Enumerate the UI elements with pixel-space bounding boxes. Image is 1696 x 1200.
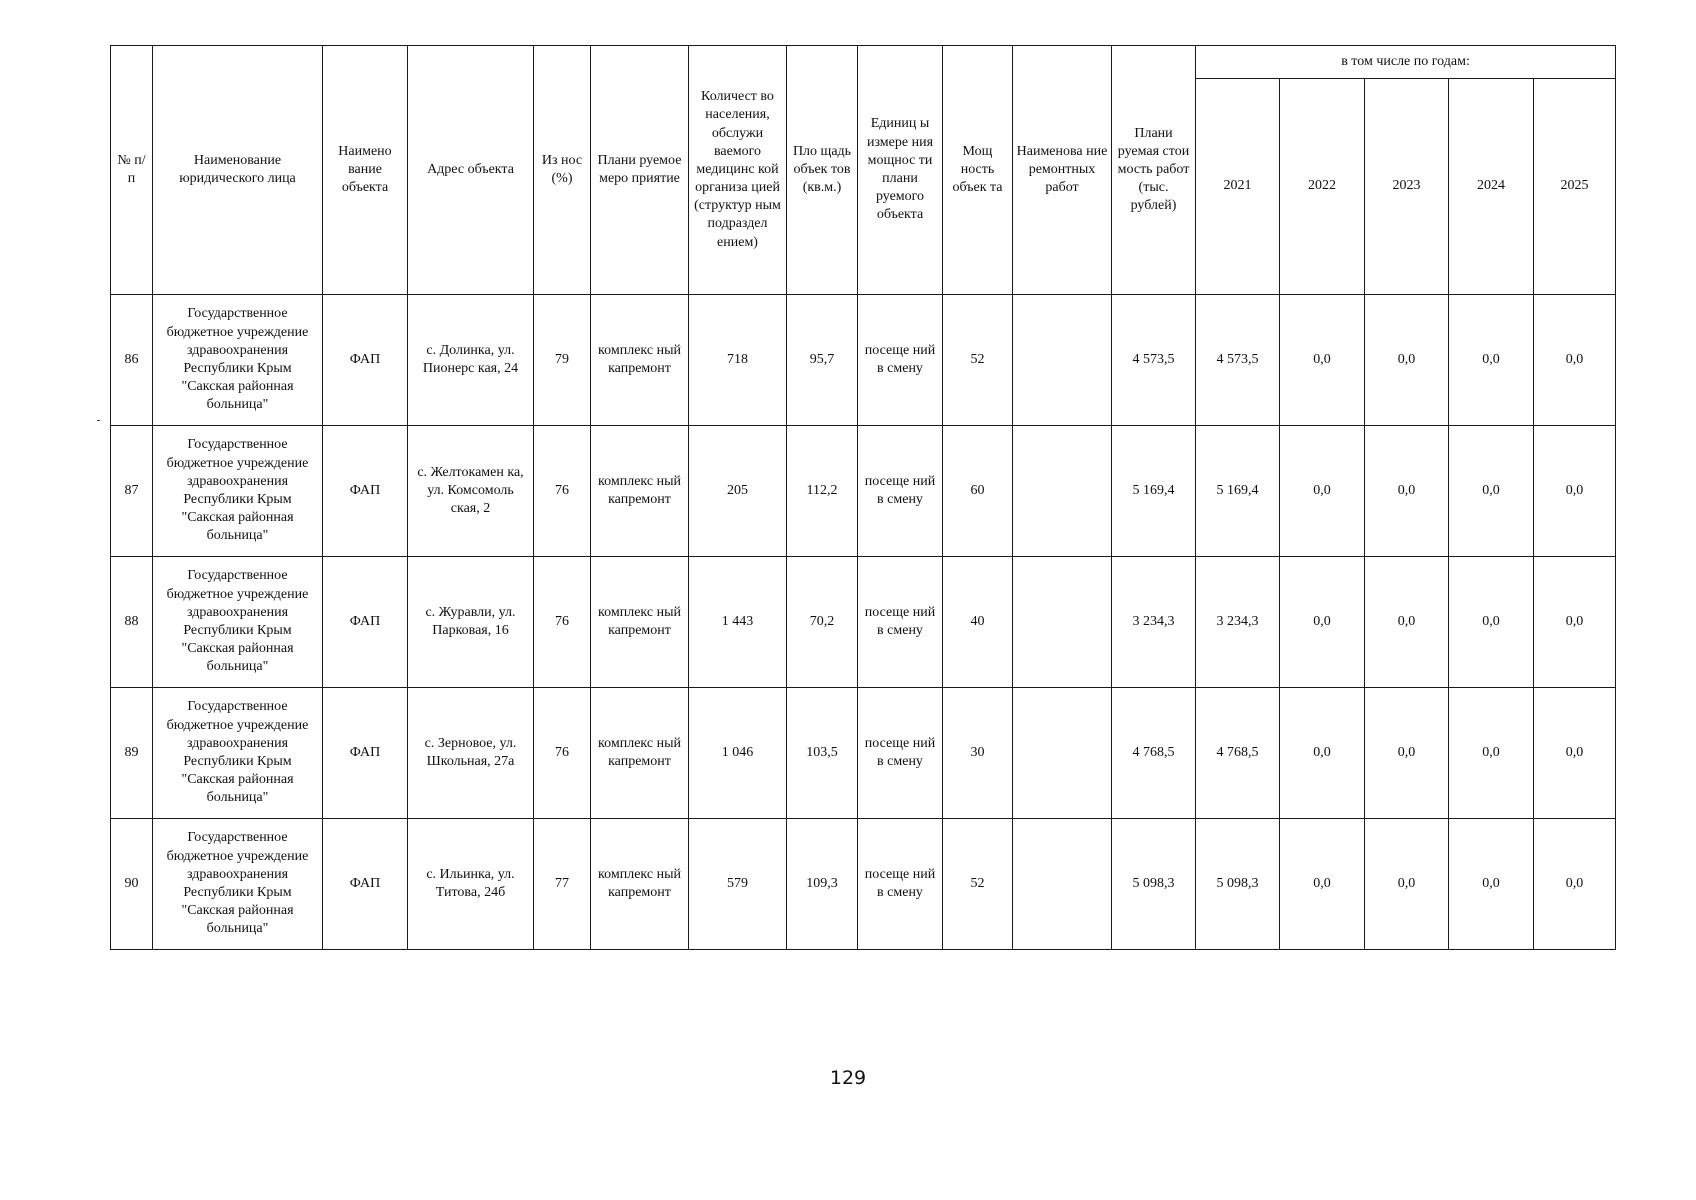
cell-year-2024: 0,0 <box>1449 295 1534 426</box>
cell-population: 1 046 <box>689 688 787 819</box>
header-by-years: в том числе по годам: <box>1196 46 1616 79</box>
cell-capacity: 40 <box>943 557 1013 688</box>
table-header <box>111 46 1616 295</box>
header-units: Единиц ы измере ния мощнос ти плани руемого объекта <box>858 46 943 295</box>
cell-units: посеще ний в смену <box>858 557 943 688</box>
cell-year-2025: 0,0 <box>1534 819 1616 950</box>
cell-legal-name: Государственное бюджетное учреждение здравоохранения Республики Крым "Сакская районная больница" <box>153 819 323 950</box>
cell-repair-name <box>1013 557 1112 688</box>
header-capacity: Мощ ность объек та <box>943 46 1013 295</box>
header-planned-event: Плани руемое меро приятие <box>591 46 689 295</box>
cell-address: с. Желтокамен ка, ул. Комсомоль ская, 2 <box>408 426 534 557</box>
cell-units: посеще ний в смену <box>858 295 943 426</box>
header-year: 2022 <box>1280 79 1365 295</box>
cell-year-2022: 0,0 <box>1280 426 1365 557</box>
cell-population: 1 443 <box>689 557 787 688</box>
cell-year-2022: 0,0 <box>1280 557 1365 688</box>
cell-capacity: 60 <box>943 426 1013 557</box>
cell-legal-name: Государственное бюджетное учреждение здравоохранения Республики Крым "Сакская районная больница" <box>153 557 323 688</box>
cell-cost: 4 768,5 <box>1112 688 1196 819</box>
cell-object-name: ФАП <box>323 426 408 557</box>
cell-repair-name <box>1013 295 1112 426</box>
cell-cost: 4 573,5 <box>1112 295 1196 426</box>
cell-legal-name: Государственное бюджетное учреждение здравоохранения Республики Крым "Сакская районная больница" <box>153 688 323 819</box>
header-year: 2021 <box>1196 79 1280 295</box>
cell-event: комплекс ный капремонт <box>591 688 689 819</box>
cell-wear: 77 <box>534 819 591 950</box>
cell-year-2023: 0,0 <box>1365 688 1449 819</box>
cell-address: с. Ильинка, ул. Титова, 24б <box>408 819 534 950</box>
cell-year-2023: 0,0 <box>1365 557 1449 688</box>
header-address: Адрес объекта <box>408 46 534 295</box>
cell-address: с. Зерновое, ул. Школьная, 27а <box>408 688 534 819</box>
cell-year-2022: 0,0 <box>1280 819 1365 950</box>
cell-cost: 5 098,3 <box>1112 819 1196 950</box>
table-body <box>111 295 1616 950</box>
cell-area: 95,7 <box>787 295 858 426</box>
cell-year-2025: 0,0 <box>1534 557 1616 688</box>
cell-year-2025: 0,0 <box>1534 688 1616 819</box>
cell-num: 86 <box>111 295 153 426</box>
cell-object-name: ФАП <box>323 557 408 688</box>
cell-year-2024: 0,0 <box>1449 426 1534 557</box>
header-year: 2025 <box>1534 79 1616 295</box>
cell-wear: 76 <box>534 688 591 819</box>
cell-cost: 3 234,3 <box>1112 557 1196 688</box>
cell-capacity: 52 <box>943 295 1013 426</box>
cell-year-2023: 0,0 <box>1365 295 1449 426</box>
cell-area: 103,5 <box>787 688 858 819</box>
cell-units: посеще ний в смену <box>858 688 943 819</box>
cell-wear: 76 <box>534 426 591 557</box>
cell-year-2021: 4 768,5 <box>1196 688 1280 819</box>
cell-units: посеще ний в смену <box>858 819 943 950</box>
cell-capacity: 30 <box>943 688 1013 819</box>
cell-object-name: ФАП <box>323 819 408 950</box>
table-row <box>111 688 1616 819</box>
header-year: 2023 <box>1365 79 1449 295</box>
header-area: Пло щадь объек тов (кв.м.) <box>787 46 858 295</box>
cell-population: 579 <box>689 819 787 950</box>
cell-year-2021: 4 573,5 <box>1196 295 1280 426</box>
table-row <box>111 426 1616 557</box>
cell-address: с. Долинка, ул. Пионерс кая, 24 <box>408 295 534 426</box>
cell-event: комплекс ный капремонт <box>591 295 689 426</box>
cell-year-2023: 0,0 <box>1365 819 1449 950</box>
cell-event: комплекс ный капремонт <box>591 426 689 557</box>
cell-year-2025: 0,0 <box>1534 295 1616 426</box>
header-cost: Плани руемая стои мость работ (тыс. рублей) <box>1112 46 1196 295</box>
cell-year-2021: 3 234,3 <box>1196 557 1280 688</box>
cell-repair-name <box>1013 426 1112 557</box>
scan-speck <box>97 420 100 421</box>
table-row <box>111 295 1616 426</box>
cell-legal-name: Государственное бюджетное учреждение здравоохранения Республики Крым "Сакская районная больница" <box>153 295 323 426</box>
cell-num: 87 <box>111 426 153 557</box>
header-year: 2024 <box>1449 79 1534 295</box>
header-object-name: Наимено вание объекта <box>323 46 408 295</box>
table-row <box>111 557 1616 688</box>
cell-num: 90 <box>111 819 153 950</box>
header-wear: Из нос (%) <box>534 46 591 295</box>
header-legal-name: Наименование юридического лица <box>153 46 323 295</box>
cell-year-2025: 0,0 <box>1534 426 1616 557</box>
cell-object-name: ФАП <box>323 295 408 426</box>
cell-repair-name <box>1013 688 1112 819</box>
cell-year-2022: 0,0 <box>1280 688 1365 819</box>
cell-object-name: ФАП <box>323 688 408 819</box>
cell-event: комплекс ный капремонт <box>591 557 689 688</box>
cell-num: 89 <box>111 688 153 819</box>
cell-year-2024: 0,0 <box>1449 688 1534 819</box>
cell-year-2024: 0,0 <box>1449 557 1534 688</box>
cell-cost: 5 169,4 <box>1112 426 1196 557</box>
cell-capacity: 52 <box>943 819 1013 950</box>
cell-repair-name <box>1013 819 1112 950</box>
repair-plan-table <box>110 45 1616 950</box>
header-repair-name: Наименова ние ремонтных работ <box>1013 46 1112 295</box>
cell-area: 70,2 <box>787 557 858 688</box>
cell-units: посеще ний в смену <box>858 426 943 557</box>
cell-population: 718 <box>689 295 787 426</box>
cell-wear: 76 <box>534 557 591 688</box>
cell-year-2022: 0,0 <box>1280 295 1365 426</box>
table-row <box>111 819 1616 950</box>
cell-legal-name: Государственное бюджетное учреждение здравоохранения Республики Крым "Сакская районная больница" <box>153 426 323 557</box>
cell-year-2023: 0,0 <box>1365 426 1449 557</box>
cell-num: 88 <box>111 557 153 688</box>
cell-year-2021: 5 169,4 <box>1196 426 1280 557</box>
cell-address: с. Журавли, ул. Парковая, 16 <box>408 557 534 688</box>
page-number: 129 <box>829 1067 867 1089</box>
header-population: Количест во населения, обслужи ваемого медицинс кой организа цией (структур ным подраздел ением) <box>689 46 787 295</box>
cell-area: 112,2 <box>787 426 858 557</box>
cell-wear: 79 <box>534 295 591 426</box>
cell-event: комплекс ный капремонт <box>591 819 689 950</box>
header-num: № п/п <box>111 46 153 295</box>
cell-year-2024: 0,0 <box>1449 819 1534 950</box>
cell-population: 205 <box>689 426 787 557</box>
cell-year-2021: 5 098,3 <box>1196 819 1280 950</box>
cell-area: 109,3 <box>787 819 858 950</box>
